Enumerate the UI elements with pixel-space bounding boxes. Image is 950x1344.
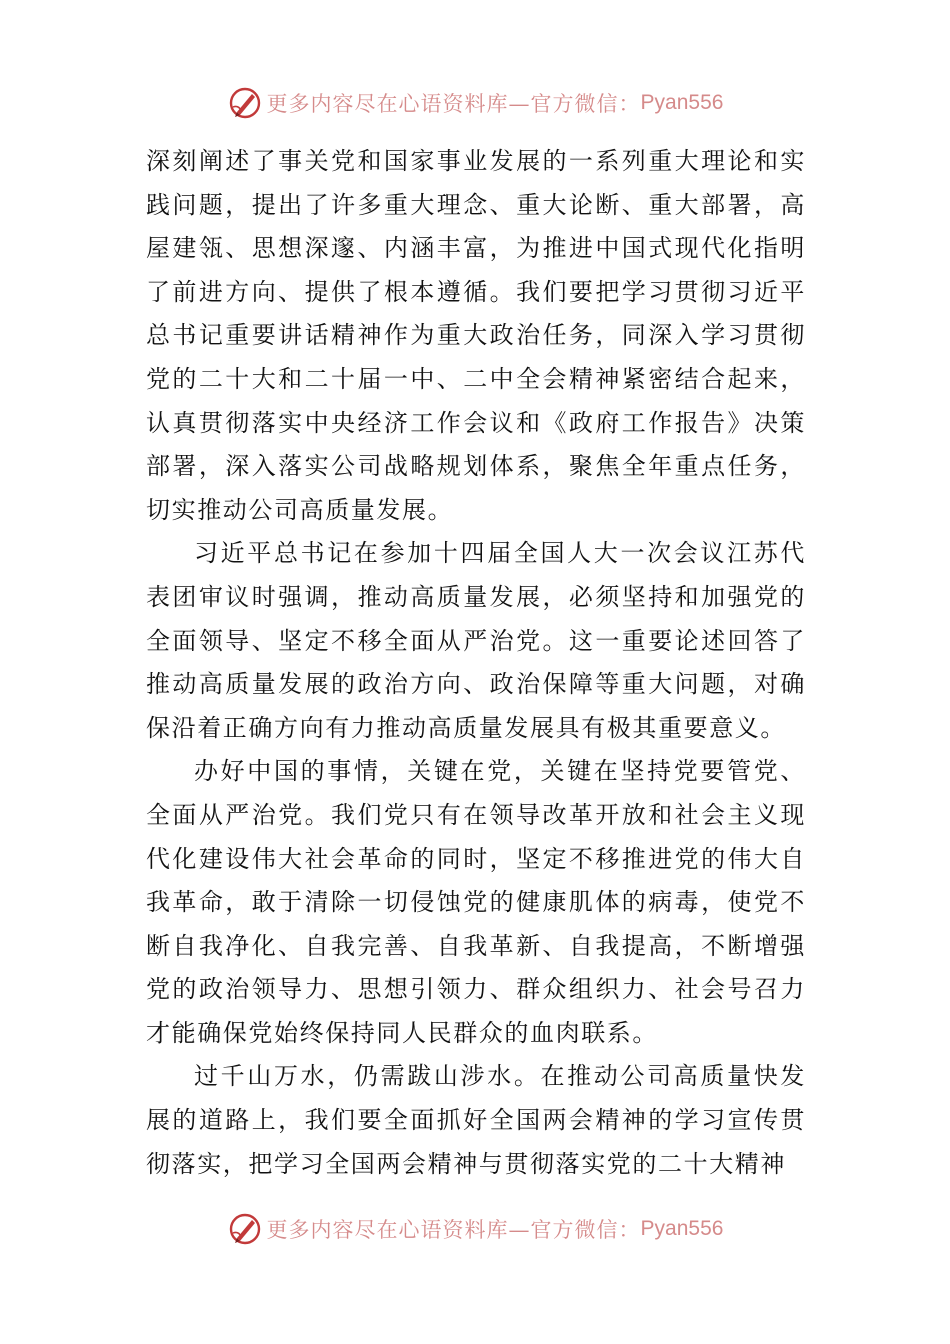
pen-logo-icon (227, 1211, 263, 1247)
document-body (146, 140, 806, 1186)
paragraph-1: 深刻阐述了事关党和国家事业发展的一系列重大理论和实践问题，提出了许多重大理念、重大论断、重大部署，高屋建瓴、思想深邃、内涵丰富，为推进中国式现代化指明了前进方向、提供了根本遵循。我们要把学习贯彻习近平总书记重要讲话精神作为重大政治任务，同深入学习贯彻党的二十大和二十届一中、二中全会精神紧密结合起来，认真贯彻落实中央经济工作会议和《政府工作报告》决策部署，深入落实公司战略规划体系，聚焦全年重点任务，切实推动公司高质量发展。 (146, 147, 806, 524)
paragraph-3: 办好中国的事情，关键在党，关键在坚持党要管党、全面从严治党。我们党只有在领导改革开放和社会主义现代化建设伟大社会革命的同时，坚定不移推进党的伟大自我革命，敢于清除一切侵蚀党的健康肌体的病毒，使党不断自我净化、自我完善、自我革新、自我提高，不断增强党的政治领导力、思想引领力、群众组织力、社会号召力才能确保党始终保持同人民群众的血肉联系。 (146, 757, 806, 1047)
footer-banner-text: 更多内容尽在心语资料库—官方微信： (266, 1218, 641, 1242)
pen-logo-icon (227, 85, 263, 121)
header-banner-handle: Pyan556 (640, 91, 724, 114)
paragraph-2: 习近平总书记在参加十四届全国人大一次会议江苏代表团审议时强调，推动高质量发展，必须坚持和加强党的全面领导、坚定不移全面从严治党。这一重要论述回答了推动高质量发展的政治方向、政治保障等重大问题，对确保沿着正确方向有力推动高质量发展具有极其重要意义。 (146, 539, 806, 742)
footer-watermark-banner (0, 1209, 950, 1249)
footer-banner-handle: Pyan556 (640, 1217, 724, 1240)
header-watermark-banner (0, 83, 950, 123)
paragraph-4: 过千山万水，仍需跋山涉水。在推动公司高质量快发展的道路上，我们要全面抓好全国两会精神的学习宣传贯彻落实，把学习全国两会精神与贯彻落实党的二十大精神 (146, 1062, 806, 1178)
header-banner-text: 更多内容尽在心语资料库—官方微信： (266, 92, 641, 116)
